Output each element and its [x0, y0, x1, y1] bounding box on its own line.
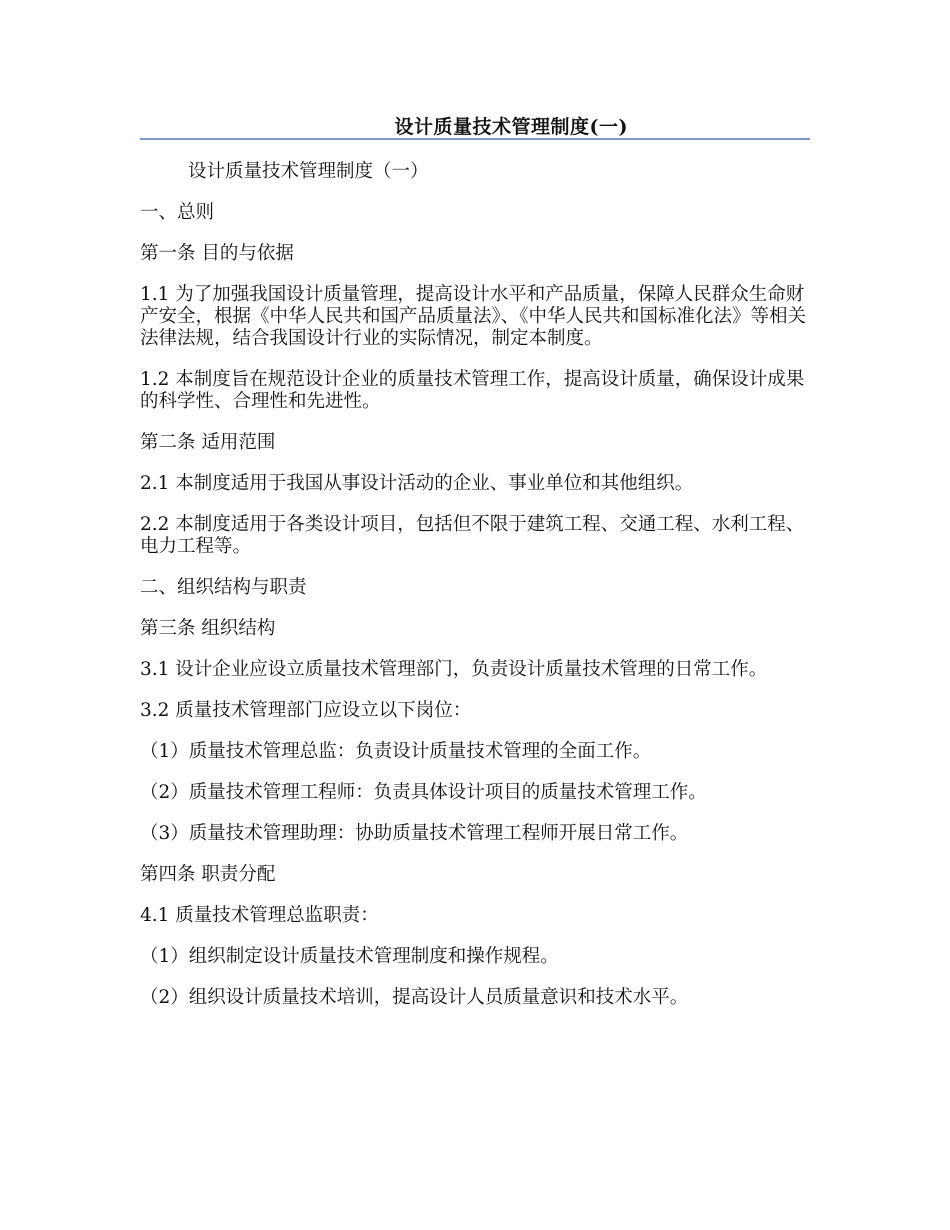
title-underline — [140, 138, 810, 140]
document-title: 设计质量技术管理制度(一) — [394, 116, 628, 138]
article-heading: 第三条 组织结构 — [140, 618, 276, 639]
article-heading: 第四条 职责分配 — [140, 864, 276, 885]
list-item: （3）质量技术管理助理：协助质量技术管理工程师开展日常工作。 — [140, 823, 689, 844]
subtitle: 设计质量技术管理制度（一） — [188, 161, 429, 182]
clause-paragraph: 2.2 本制度适用于各类设计项目，包括但不限于建筑工程、交通工程、水利工程、电力工程等。 — [140, 514, 805, 557]
section-heading: 二、组织结构与职责 — [140, 577, 307, 598]
clause-paragraph: 1.2 本制度旨在规范设计企业的质量技术管理工作，提高设计质量，确保设计成果的科学性、合理性和先进性。 — [140, 369, 805, 412]
clause-paragraph: 4.1 质量技术管理总监职责： — [140, 905, 379, 926]
list-item: （1）组织制定设计质量技术管理制度和操作规程。 — [140, 946, 559, 967]
clause-paragraph: 3.2 质量技术管理部门应设立以下岗位： — [140, 700, 472, 721]
article-heading: 第一条 目的与依据 — [140, 243, 294, 264]
list-item: （2）质量技术管理工程师：负责具体设计项目的质量技术管理工作。 — [140, 782, 707, 803]
clause-paragraph: 2.1 本制度适用于我国从事设计活动的企业、事业单位和其他组织。 — [140, 473, 694, 494]
list-item: （1）质量技术管理总监：负责设计质量技术管理的全面工作。 — [140, 741, 652, 762]
clause-paragraph: 3.1 设计企业应设立质量技术管理部门，负责设计质量技术管理的日常工作。 — [140, 659, 768, 680]
section-heading: 一、总则 — [140, 202, 215, 223]
document-body — [140, 161, 810, 1028]
list-item: （2）组织设计质量技术培训，提高设计人员质量意识和技术水平。 — [140, 987, 689, 1008]
article-heading: 第二条 适用范围 — [140, 432, 276, 453]
clause-paragraph: 1.1 为了加强我国设计质量管理，提高设计水平和产品质量，保障人民群众生命财产安全，根据《中华人民共和国产品质量法》、《中华人民共和国标准化法》等相关法律法规，结合我国设计行业的实际情况，制定本制度。 — [140, 284, 807, 349]
